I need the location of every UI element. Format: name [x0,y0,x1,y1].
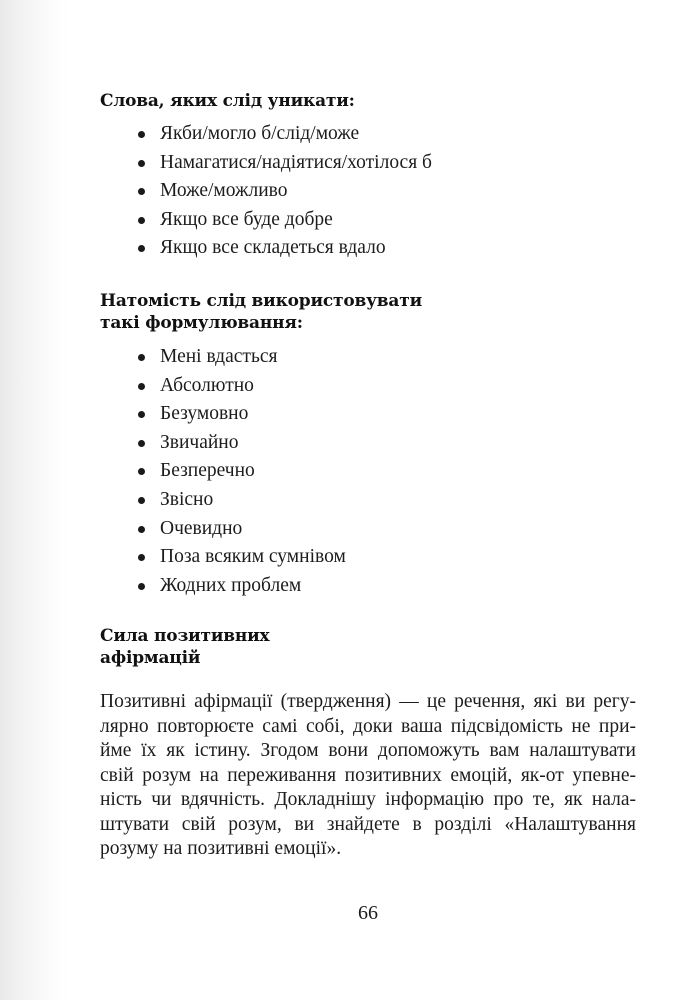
list-item [100,206,432,235]
list-item [100,120,432,149]
list-item [100,372,346,401]
bullet-icon [138,383,145,390]
list-item-text: Очевидно [160,517,243,539]
list-item-text: Абсолютно [160,374,254,396]
list-item-text: Звичайно [160,431,239,453]
bullet-icon [138,188,145,195]
bullet-icon [138,245,145,252]
paragraph-line: лярно повторюєте самі собі, доки ваша підсвідомість не при- [100,715,636,737]
bullet-icon [138,526,145,533]
book-page [100,0,636,1000]
bullet-icon [138,554,145,561]
bullet-icon [138,354,145,361]
list-item-text: Поза всяким сумнівом [160,546,346,568]
paragraph-line: йме їх як істину. Згодом вони допоможуть вам налаштувати [100,740,636,761]
heading-line: Натомість слід використовувати [100,291,422,311]
bullet-icon [138,583,145,590]
page-number: 66 [358,902,378,924]
list-item-text: Жодних проблем [160,574,302,596]
heading-words-to-avoid: Слова, яких слід уникати: [100,91,355,111]
list-item-text: Якщо все складеться вдало [160,237,386,259]
paragraph-line: розуму на позитивні емоції». [100,838,342,859]
bullet-icon [138,217,145,224]
bullet-icon [138,131,145,138]
list-item-text: Безперечно [160,460,255,482]
list-item [100,572,346,601]
affirmations-paragraph [100,690,636,862]
paragraph-line: Позитивні афірмації (твердження) — це речення, які ви регу- [100,691,636,712]
list-item-text: Якщо все буде добре [160,208,333,230]
bullet-icon [138,468,145,475]
heading-line: Сила позитивних [100,626,270,646]
paragraph-line: штувати свій розум, ви знайдете в розділі «Налаштування [100,813,636,835]
list-item [100,400,346,429]
list-item [100,343,346,372]
heading-line: афірмацій [100,648,201,668]
list-item [100,486,346,515]
paragraph-line: свій розум на переживання позитивних емоцій, як-от упевне- [100,764,636,786]
list-item [100,149,432,178]
heading-line: такі формулювання: [100,313,303,333]
list-item-text: Безумовно [160,403,249,425]
bullet-icon [138,497,145,504]
bullet-icon [138,160,145,167]
paragraph-line: ність чи вдячність. Докладнішу інформацію про те, як нала- [100,789,636,810]
list-item [100,429,346,458]
heading-positive-affirmations [100,625,269,669]
list-item-text: Намагатися/надіятися/хотілося б [160,151,432,173]
list-item [100,457,346,486]
bullet-icon [138,411,145,418]
list-item [100,234,432,263]
use-words-list [100,343,346,600]
heading-use-instead [100,290,422,334]
list-item-text: Звісно [160,488,214,510]
list-item-text: Якби/могло б/слід/може [160,123,360,144]
avoid-words-list [100,120,432,263]
list-item [100,515,346,544]
list-item-text: Може/можливо [160,180,288,202]
bullet-icon [138,440,145,447]
list-item [100,177,432,206]
list-item-text: Мені вдасться [160,346,278,367]
list-item [100,543,346,572]
